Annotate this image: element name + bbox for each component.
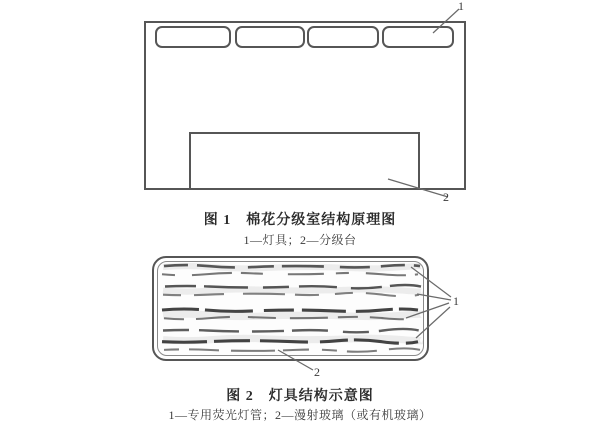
lamp-fixture-1	[155, 26, 231, 48]
figure2-caption: 图 2 灯具结构示意图	[226, 389, 374, 404]
figure1-callout-2: 2	[443, 190, 449, 204]
lamp-fixture-outline	[152, 256, 429, 361]
figure1-legend: 1—灯具；2—分级台	[243, 233, 357, 247]
figure2-callout-2: 2	[314, 365, 320, 379]
diffuser-glass-panel	[157, 261, 424, 356]
grading-room-outline	[144, 21, 466, 190]
lamp-fixture-2	[235, 26, 305, 48]
figure2-legend: 1—专用荧光灯管；2—漫射玻璃（或有机玻璃）	[168, 408, 432, 422]
fluorescent-tube-texture	[158, 262, 423, 355]
lamp-fixture-4	[382, 26, 454, 48]
grading-table-outline	[189, 132, 420, 188]
lamp-fixture-3	[307, 26, 379, 48]
figure1-callout-1: 1	[458, 0, 464, 13]
figure2-callout-1: 1	[453, 294, 459, 308]
figure1-caption: 图 1 棉花分级室结构原理图	[203, 213, 397, 228]
